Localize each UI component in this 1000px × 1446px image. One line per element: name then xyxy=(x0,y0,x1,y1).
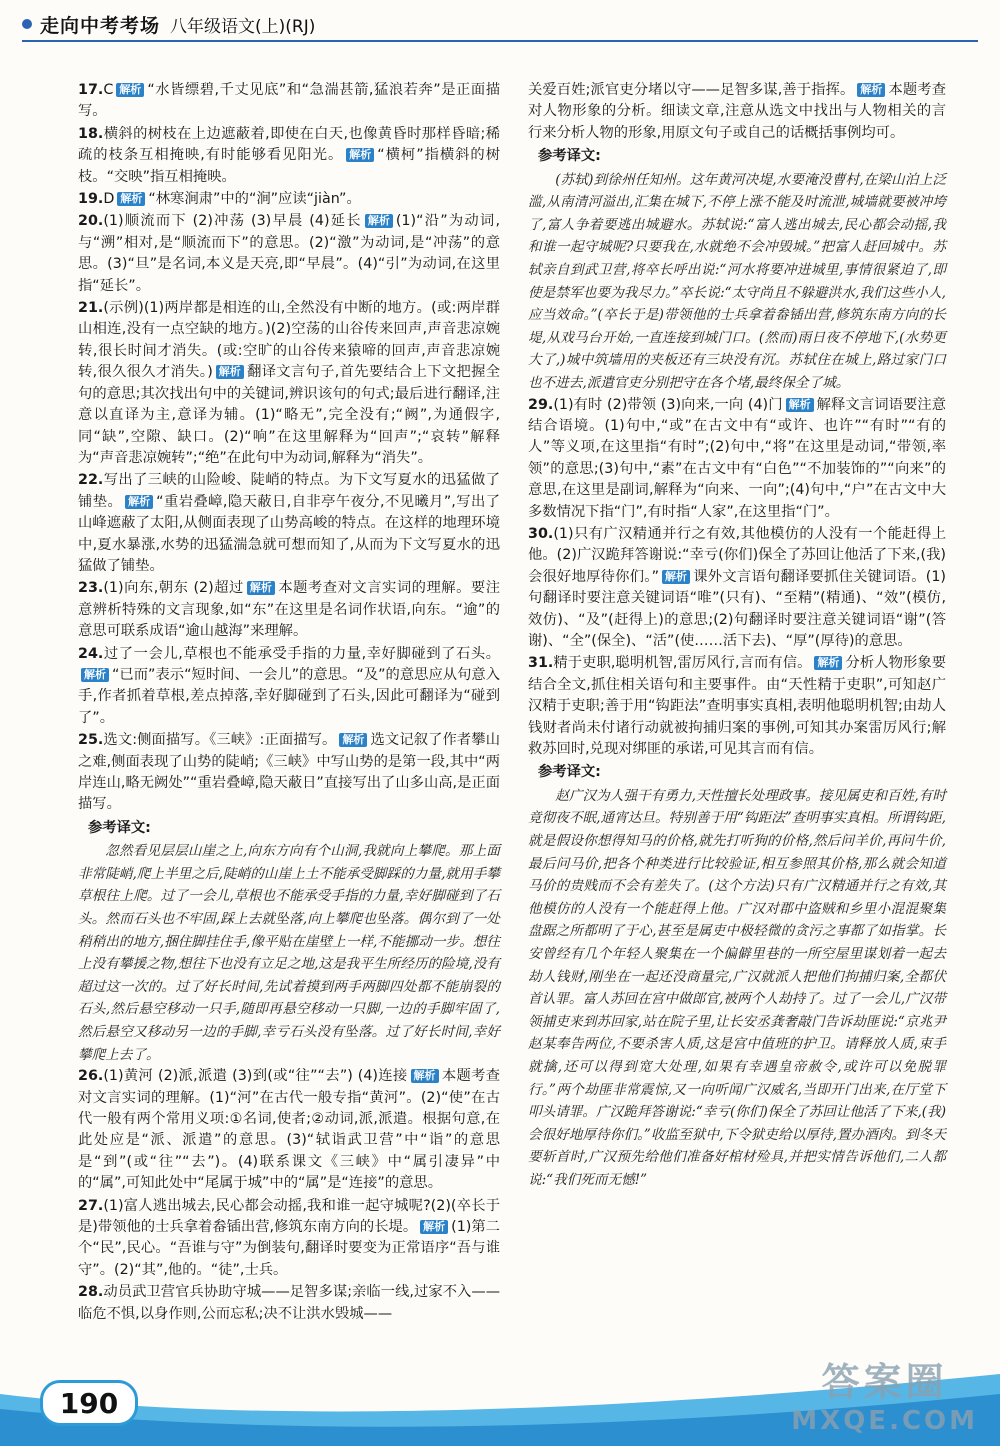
question-number: 24. xyxy=(78,645,104,662)
reference-translation-label: 参考译文: xyxy=(538,148,601,165)
book-title: 走向中考考场 xyxy=(40,14,161,37)
question-number: 23. xyxy=(78,580,104,597)
analysis-badge: 解析 xyxy=(814,656,842,670)
answer-item xyxy=(78,189,500,210)
header-bullet-icon xyxy=(22,19,32,29)
reference-translation-label: 参考译文: xyxy=(538,764,601,781)
answer-text: (1)有时 (2)带领 (3)向来,一向 (4)门 xyxy=(553,396,783,413)
analysis-text: “林寒涧肃”中的“涧”应读“jiàn”。 xyxy=(148,191,361,208)
answer-text: (1)向东,朝东 (2)超过 xyxy=(103,580,244,597)
answer-item xyxy=(78,1066,500,1194)
analysis-text: 选文记叙了作者攀山之难,侧面表现了山势的陡峭;《三峡》中写山势的是第一段,其中“两岸连山,略无阙处”“重岩叠嶂,隐天蔽日”直接写出了山多山高,是正面描写。 xyxy=(78,732,500,813)
analysis-badge: 解析 xyxy=(117,192,145,206)
analysis-badge: 解析 xyxy=(857,83,885,97)
reference-translation: 忽然看见层层山崖之上,向东方向有个山洞,我就向上攀爬。那上面非常陡峭,爬上半里之后,陡峭的山崖上土不能承受脚踩的力量,就用手攀草根往上爬。过了一会儿,草根也不能承受手指的力量,幸好脚碰到了石头。然而石头也不牢固,踩上去就坠落,向上攀爬也坠落。偶尔到了一处稍稍出的地方,捆住脚挂住手,像平贴在崖壁上一样,不能挪动一步。想往上没有攀援之物,想往下也没有立足之地,这是我平生所经历的险境,没有超过这一次的。过了好长时间,先试着摸到两手两脚四处都不能崩裂的石头,然后悬空移动一只手,随即再悬空移动一只脚,一边的手脚牢固了,然后悬空又移动另一边的手脚,幸亏石头没有坠落。过了好长时间,幸好攀爬上去了。 xyxy=(78,843,500,1063)
analysis-badge: 解析 xyxy=(81,668,109,682)
watermark-logo-text: 答案圈 xyxy=(821,1360,948,1404)
answer-item xyxy=(78,578,500,642)
question-number: 29. xyxy=(528,396,554,413)
answer-item xyxy=(528,395,946,523)
answer-item xyxy=(78,470,500,577)
analysis-text: 本题考查对文言实词的理解。(1)“河”在古代一般专指“黄河”。(2)“使”在古代一般有两个常用义项:①名词,使者;②动词,派,派遣。根据句意,在此处应是“派、派遣”的意思。(3)“轼诣武卫营”中“诣”的意思是“到”(或“往”“去”)。(4)联系课文《三峡》中“属引凄异”中的“属”,可知此处中“尾属于城”中的“属”是“连接”的意思。 xyxy=(78,1068,501,1192)
analysis-badge: 解析 xyxy=(365,214,393,228)
answer-text: 精于吏职,聪明机智,雷厉风行,言而有信。 xyxy=(553,655,812,672)
analysis-badge: 解析 xyxy=(216,365,244,379)
answer-text: (1)只有广汉精通并行之有效,其他模仿的人没有一个能赶得上他。(2)广汉跪拜答谢说:“幸亏(你们)保全了苏回让他活了下来,(我)会很好地厚待你们。” xyxy=(528,526,946,585)
question-number: 26. xyxy=(78,1068,104,1085)
question-number: 25. xyxy=(78,732,104,749)
question-number: 28. xyxy=(78,1284,104,1301)
analysis-text: “横柯”指横斜的树枝。“交映”指互相掩映。 xyxy=(78,147,500,185)
question-number: 30. xyxy=(528,526,554,542)
answer-text: 写出了三峡的山险峻、陡峭的特点。为下文写夏水的迅猛做了铺垫。 xyxy=(78,472,500,510)
question-number: 18. xyxy=(78,125,104,142)
answer-text: 横斜的树枝在上边遮蔽着,即使在白天,也像黄昏时那样昏暗;稀疏的枝条互相掩映,有时能够看见阳光。 xyxy=(78,125,500,164)
analysis-text: 翻译文言句子,首先要结合上下文把握全句的意思;其次找出句中的关键词,辨识该句的句式;最后进行翻译,注意以直译为主,意译为辅。(1)“略无”,完全没有;“阙”,为通假字,同“缺”,空隙、缺口。(2)“响”在这里解释为“回声”;“哀转”解释为“声音悲凉婉转”;“绝”在此句中为动词,解释为“消失”。 xyxy=(78,364,500,466)
answer-item xyxy=(528,524,946,652)
question-number: 27. xyxy=(78,1197,104,1214)
answer-text: (1)富人逃出城去,民心都会动摇,我和谁一起守城呢?(2)(卒长于是)带领他的士兵拿着畚锸出营,修筑东南方向的长堤。 xyxy=(78,1197,500,1235)
question-number: 21. xyxy=(78,300,104,317)
analysis-badge: 解析 xyxy=(420,1220,448,1234)
analysis-badge: 解析 xyxy=(247,581,275,595)
analysis-badge: 解析 xyxy=(346,148,374,162)
answer-text: (示例)(1)两岸都是相连的山,全然没有中断的地方。(或:两岸群山相连,没有一点空缺的地方。)(2)空荡的山谷传来回声,声音悲凉婉转,很长时间才消失。(或:空旷的山谷传来猿啼的回声,声音悲凉婉转,很久很久才消失。) xyxy=(78,300,500,381)
page-footer xyxy=(0,1354,1000,1446)
analysis-text: “已而”表示“短时间、一会儿”的意思。“及”的意思应从句意入手,作者抓着草根,差点掉落,幸好脚碰到了石头,因此可翻译为“碰到了”。 xyxy=(78,666,500,726)
analysis-badge: 解析 xyxy=(339,733,367,747)
analysis-text: 分析人物形象要结合全文,抓住相关语句和主要事件。由“天性精于吏职”,可知赵广汉精于吏职;善于用“钩距法”查明事实真相,表明他聪明机智;由劫人钱财者尚未付诸行动就被拘捕归案的事例,可知其办案雷厉风行;解救苏回时,兑现对绑匪的承诺,可见其言而有信。 xyxy=(528,655,946,758)
answer-item xyxy=(78,80,500,123)
answer-item xyxy=(78,644,500,730)
analysis-badge: 解析 xyxy=(116,83,144,97)
analysis-text: (1)“沿”为动词,与“溯”相对,是“顺流而下”的意思。(2)“激”为动词,是“冲荡”的意思。(3)“旦”是名词,本义是天亮,即“早晨”。(4)“引”为动词,在这里指“延长”。 xyxy=(78,213,500,294)
question-number: 20. xyxy=(78,213,104,230)
question-number: 31. xyxy=(528,655,554,672)
answer-item xyxy=(78,1196,500,1282)
book-subtitle: 八年级语文(上)(RJ) xyxy=(170,16,316,37)
analysis-text: 解释文言词语要注意结合语境。(1)句中,“或”在古文中有“或许、也许”“有时”“有的人”等义项,在这里指“有时”;(2)句中,“将”在这里是动词,“带领,率领”的意思;(3)句中,“素”在古文中有“白色”“不加装饰的”“向来”的意思,在这里是副词,解释为“向来、一向”;(4)句中,“户”在古文中大多数情况下指“门”,有时指“人家”,在这里指“门”。 xyxy=(528,396,947,520)
analysis-badge: 解析 xyxy=(662,570,690,584)
answer-item xyxy=(78,124,500,188)
reference-translation: 赵广汉为人强干有勇力,天性擅长处理政事。接见属吏和百姓,有时竟彻夜不眠,通宵达旦。特别善于用“钩距法”查明事实真相。所谓钩距,就是假设你想得知马的价格,就先打听狗的价格,然后问羊价,再问牛价,最后问马价,把各个种类进行比较验证,相互参照其价格,那么就会知道马价的贵贱而不会有差失了。(这个方法)只有广汉精通并行之有效,其他模仿的人没有一个能赶得上他。广汉对郡中盗贼和乡里小混混聚集盘踞之所都明了于心,甚至是属吏中极轻微的贪污之事都了如指掌。长安曾经有几个年轻人聚集在一个偏僻里巷的一所空屋里谋划着一起去劫人钱财,刚坐在一起还没商量完,广汉就派人把他们拘捕归案,全都伏首认罪。富人苏回在宫中做郎官,被两个人劫持了。过了一会儿,广汉带领捕吏来到苏回家,站在院子里,让长安丞龚奢敲门告诉劫匪说:“京兆尹赵某奉告两位,不要杀害人质,这是宫中值班的护卫。请释放人质,束手就擒,还可以得到宽大处理,如果有幸遇皇帝赦令,或许可以免脱罪行。”两个劫匪非常震惊,又一向听闻广汉威名,当即开门出来,在厅堂下叩头请罪。广汉跪拜答谢说:“幸亏(你们)保全了苏回让他活了下来,(我)会很好地厚待你们。”收监至狱中,下令狱吏给以厚待,置办酒肉。到冬天要斩首时,广汉预先给他们准备好棺材殓具,并把实情告诉他们,二人都说:“我们死而无憾!” xyxy=(528,787,946,1188)
reference-translation: (苏轼)到徐州任知州。这年黄河决堤,水要淹没曹村,在梁山泊上泛滥,从南清河溢出,汇集在城下,不停上涨不能及时流泄,城墙就要被冲垮了,富人争着要逃出城避水。苏轼说:“富人逃出城去,民心都会动摇,我和谁一起守城呢?只要我在,水就绝不会冲毁城。”把富人赶回城中。苏轼亲自到武卫营,将卒长呼出说:“河水将要冲进城里,事情很紧迫了,即使是禁军也要为我尽力。”卒长说:“太守尚且不躲避洪水,我们这些小人,应当效命。”(卒长于是)带领他的士兵拿着畚锸出营,修筑东南方向的长堤,从戏马台开始,一直连接到城门口。(然而)雨日夜不停地下,(水势更大了,)城中筑墙用的夹板还有三块没有沉。苏轼住在城上,路过家门口也不进去,派遣官吏分别把守在各个堵,最终保全了城。 xyxy=(528,171,946,391)
analysis-badge: 解析 xyxy=(411,1069,439,1083)
page-number: 190 xyxy=(40,1380,138,1426)
analysis-text: 本题考查对人物形象的分析。细读文章,注意从选文中找出与人物相关的言行来分析人物的形象,用原文句子或自己的话概括事例均可。 xyxy=(528,82,947,141)
answer-text: (1)黄河 (2)派,派遣 (3)到(或“往”“去”) (4)连接 xyxy=(103,1068,408,1085)
analysis-badge: 解析 xyxy=(125,495,153,509)
left-column xyxy=(78,80,500,1326)
answer-text: 动员武卫营官兵协助守城——足智多谋;亲临一线,过家不入——临危不惧,以身作则,公而忘私;决不让洪水毁城—— xyxy=(78,1284,500,1322)
watermark-url: MXQE.COM xyxy=(791,1406,978,1436)
question-number: 19. xyxy=(78,191,104,208)
right-column xyxy=(528,80,946,1192)
watermark xyxy=(791,1351,978,1436)
answer-text: C xyxy=(103,82,114,98)
answer-item xyxy=(78,298,500,469)
answer-item xyxy=(78,730,500,816)
answer-text: 选文:侧面描写。《三峡》:正面描写。 xyxy=(103,732,337,749)
analysis-text: “重岩叠嶂,隐天蔽日,自非亭午夜分,不见曦月”,写出了山峰遮蔽了太阳,从侧面表现了山势高峻的特点。在这样的地理环境中,夏水暴涨,水势的迅猛湍急就可想而知了,从而为下文写夏水的迅猛做了铺垫。 xyxy=(78,493,500,574)
answer-text: D xyxy=(103,191,115,208)
answer-text: 关爱百姓;派官吏分堵以守——足智多谋,善于指挥。 xyxy=(528,82,855,98)
question-number: 17. xyxy=(78,82,104,98)
page-header xyxy=(22,6,315,42)
analysis-text: (1)第二个“民”,民心。“吾谁与守”为倒装句,翻译时要变为正常语序“吾与谁守”。(2)“其”,他的。“徒”,士兵。 xyxy=(78,1219,500,1278)
header-rule xyxy=(22,40,978,42)
analysis-text: 本题考查对文言实词的理解。要注意辨析特殊的文言现象,如“东”在这里是名词作状语,向东。“逾”的意思可联系成语“逾山越海”来理解。 xyxy=(78,580,501,640)
reference-translation-label: 参考译文: xyxy=(88,819,151,836)
analysis-text: 课外文言语句翻译要抓住关键词语。(1)句翻译时要注意关键词语“唯”(只有)、“至精”(精通)、“效”(模仿,效仿)、“及”(赶得上)的意思;(2)句翻译时要注意关键词语“谢”(答谢)、“全”(保全)、“活”(使……活下去)、“厚”(厚待)的意思。 xyxy=(528,568,946,650)
answer-text: 过了一会儿,草根也不能承受手指的力量,幸好脚碰到了石头。 xyxy=(103,645,500,662)
answer-text: (1)顺流而下 (2)冲荡 (3)早晨 (4)延长 xyxy=(103,213,362,230)
answer-item xyxy=(78,211,500,297)
answer-item xyxy=(528,80,946,144)
analysis-badge: 解析 xyxy=(786,398,814,412)
answer-item xyxy=(528,653,946,760)
answer-item xyxy=(78,1282,500,1325)
analysis-text: “水皆缥碧,千丈见底”和“急湍甚箭,猛浪若奔”是正面描写。 xyxy=(78,82,500,120)
question-number: 22. xyxy=(78,472,104,489)
